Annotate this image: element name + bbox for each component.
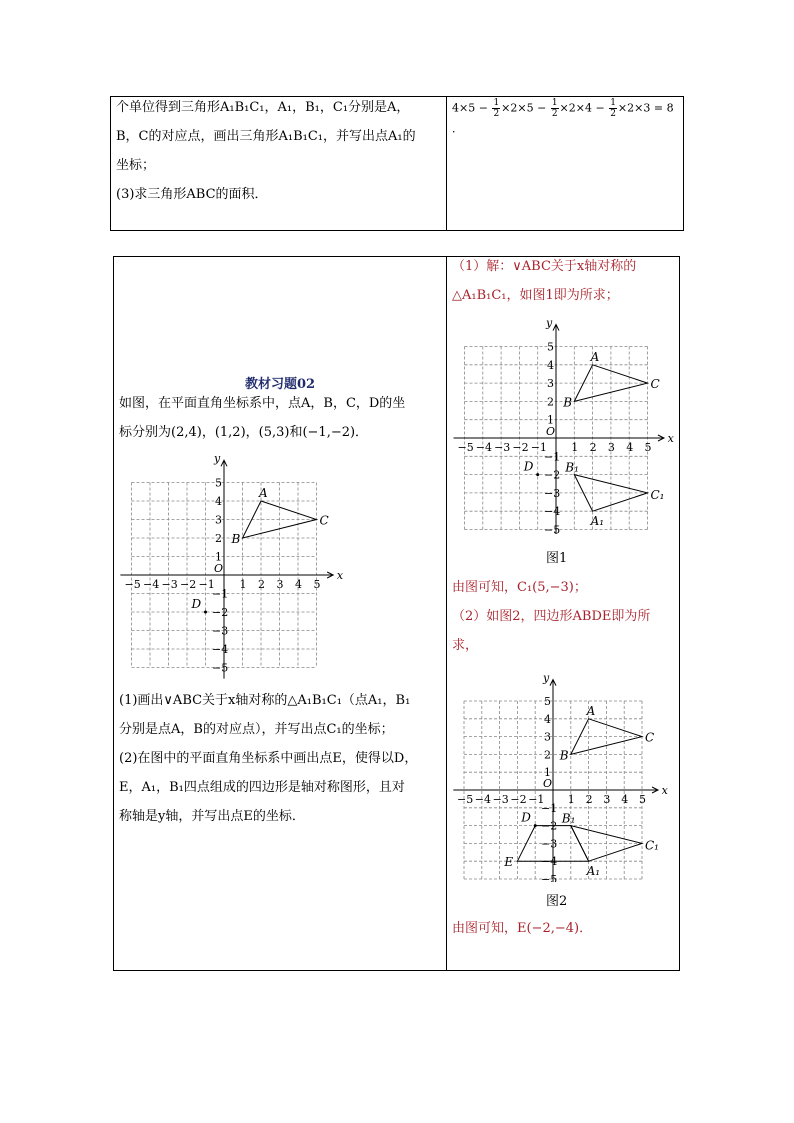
question-line-2: 分别是点A，B的对应点），并写出点C₁的坐标； <box>119 722 394 737</box>
point-c1-label: C₁ <box>645 838 659 853</box>
y-tick-label: −3 <box>541 837 558 851</box>
main-table-divider <box>446 256 447 971</box>
x-tick-label: 2 <box>589 441 597 454</box>
y-tick-label: 5 <box>215 476 222 490</box>
y-tick-label: 4 <box>215 495 222 508</box>
point-c-label: C <box>645 730 655 745</box>
y-tick-label: 3 <box>215 513 222 527</box>
figure-2-caption: 图2 <box>546 894 568 909</box>
point-b-label: B <box>563 395 573 410</box>
x-tick-label: 2 <box>585 793 593 806</box>
origin-label: O <box>546 425 556 438</box>
y-axis-label: y <box>543 671 550 685</box>
top-table-divider <box>446 96 447 231</box>
x-tick-label: −4 <box>143 578 160 591</box>
origin-label: O <box>214 562 224 575</box>
y-axis-label: y <box>214 455 221 466</box>
y-tick-label: −3 <box>544 486 561 500</box>
x-tick-label: 5 <box>644 441 652 454</box>
y-tick-label: 2 <box>215 532 222 545</box>
point-d-label: D <box>521 810 531 825</box>
x-tick-label: 1 <box>239 578 247 591</box>
point-b-label: B <box>231 532 241 546</box>
solution-part1 <box>452 252 678 310</box>
exercise-intro <box>119 389 444 447</box>
point-a-label: A <box>259 486 268 500</box>
y-tick-label: −5 <box>212 661 229 675</box>
x-tick-label: −3 <box>494 441 511 454</box>
x-tick-label: −1 <box>528 793 545 806</box>
y-tick-label: 1 <box>547 413 554 427</box>
exercise-questions <box>119 686 444 831</box>
solution-result2: 由图可知，E(−2,−4)． <box>452 921 593 936</box>
top-line-1: 个单位得到三角形A₁B₁C₁，A₁，B₁，C₁分别是A， <box>116 100 410 115</box>
y-tick-label: −4 <box>541 855 558 869</box>
x-tick-label: −4 <box>474 793 492 806</box>
x-axis-label: x <box>336 569 344 582</box>
point-b-label: B <box>559 748 569 763</box>
top-right-formula: 4×5 − $\frac{1}{2}$ ×2×5 − $\frac{1}{2}$ ×2×4 − $\frac{1}{2}$ ×2×3 = 8 ． <box>452 98 674 135</box>
point-d-dot <box>204 611 207 614</box>
x-tick-label: 3 <box>607 441 615 454</box>
solution-part1-line-1: （1）解：∨ABC关于x轴对称的 <box>452 259 637 274</box>
figure-1-caption: 图1 <box>546 551 568 566</box>
solution-part2 <box>452 602 678 660</box>
x-tick-label: −3 <box>492 793 509 806</box>
y-tick-label: 5 <box>544 695 551 708</box>
y-tick-label: 3 <box>547 377 554 391</box>
point-d-label: D <box>523 459 534 474</box>
x-tick-label: −3 <box>161 578 178 591</box>
y-tick-label: −5 <box>544 523 561 534</box>
question-line-3: (2)在图中的平面直角坐标系中画出点E，使得以D， <box>119 751 418 766</box>
x-axis-label: x <box>661 784 668 797</box>
x-tick-label: −2 <box>512 441 529 454</box>
x-tick-label: −2 <box>510 793 527 806</box>
point-a1-label: A₁ <box>586 864 601 879</box>
exercise-graph <box>118 455 348 685</box>
x-tick-label: 4 <box>295 578 302 591</box>
exercise-intro-line-1: 如图，在平面直角坐标系中，点A，B，C，D的坐 <box>119 396 406 411</box>
x-tick-label: −5 <box>457 441 474 454</box>
top-line-2: B，C的对应点，画出三角形A₁B₁C₁，并写出点A₁的 <box>116 129 416 144</box>
point-b1-label: B₁ <box>561 811 576 826</box>
figure-2-graph <box>451 662 677 882</box>
x-tick-label: −4 <box>475 441 493 454</box>
question-line-1: (1)画出∨ABC关于x轴对称的△A₁B₁C₁（点A₁，B₁ <box>119 693 411 708</box>
y-tick-label: −2 <box>544 468 561 482</box>
y-tick-label: −4 <box>212 643 229 656</box>
x-tick-label: 2 <box>258 578 265 591</box>
y-tick-label: 2 <box>544 748 551 762</box>
point-b1-label: B₁ <box>565 460 579 475</box>
solution-part2-line-2: 求， <box>452 638 479 653</box>
y-tick-label: −4 <box>544 505 561 519</box>
y-tick-label: −2 <box>212 606 229 619</box>
y-tick-label: 2 <box>547 395 554 409</box>
y-tick-label: 1 <box>215 550 222 564</box>
point-a-label: A <box>586 703 596 718</box>
y-tick-label: 1 <box>544 766 551 780</box>
point-a-label: A <box>590 349 600 364</box>
point-c-label: C <box>319 513 329 528</box>
x-tick-label: 4 <box>621 793 629 806</box>
point-a1-label: A₁ <box>590 514 605 529</box>
y-tick-label: −1 <box>212 587 229 601</box>
y-tick-label: −5 <box>541 873 558 882</box>
origin-label: O <box>543 777 553 790</box>
y-tick-label: 5 <box>547 340 554 354</box>
x-tick-label: 4 <box>626 441 634 454</box>
x-tick-label: −1 <box>530 441 547 454</box>
point-c1-label: C₁ <box>650 487 665 502</box>
x-tick-label: 3 <box>276 578 284 591</box>
x-tick-label: 5 <box>639 793 646 806</box>
y-tick-label: −1 <box>544 450 561 464</box>
top-line-4: (3)求三角形ABC的面积． <box>116 187 268 202</box>
point-d-label: D <box>191 597 202 611</box>
x-axis-label: x <box>667 432 674 445</box>
x-tick-label: 1 <box>571 441 579 454</box>
point-c-label: C <box>650 377 660 392</box>
x-tick-label: −5 <box>457 793 474 806</box>
top-line-3: 坐标； <box>116 158 156 173</box>
y-axis-label: y <box>546 316 553 330</box>
exercise-title: 教材习题02 <box>244 377 316 392</box>
point-e-label: E <box>504 855 514 870</box>
top-left-cell <box>116 93 444 209</box>
y-tick-label: 3 <box>544 730 551 744</box>
exercise-intro-line-2: 标分别为(2,4)，(1,2)，(5,3)和(−1,−2)． <box>119 425 369 440</box>
point-d-dot <box>536 473 539 476</box>
solution-result1: 由图可知，C₁(5,−3)； <box>452 580 587 595</box>
x-tick-label: 1 <box>567 793 575 806</box>
figure-1-graph <box>451 314 677 534</box>
y-tick-label: −1 <box>541 801 558 815</box>
question-line-5: 称轴是y轴，并写出点E的坐标． <box>119 809 305 824</box>
y-tick-label: 4 <box>544 712 551 726</box>
question-line-4: E，A₁，B₁四点组成的四边形是轴对称图形，且对 <box>119 780 405 795</box>
y-tick-label: 4 <box>547 358 554 372</box>
y-tick-label: −2 <box>541 819 558 833</box>
x-tick-label: −5 <box>124 578 141 591</box>
y-tick-label: −3 <box>212 624 229 638</box>
solution-part2-line-1: （2）如图2，四边形ABDE即为所 <box>452 609 651 624</box>
x-tick-label: −1 <box>198 578 215 591</box>
x-tick-label: −2 <box>180 578 197 591</box>
x-tick-label: 3 <box>603 793 611 806</box>
x-tick-label: 5 <box>313 578 321 591</box>
solution-part1-line-2: △A₁B₁C₁，如图1即为所求； <box>452 288 619 303</box>
